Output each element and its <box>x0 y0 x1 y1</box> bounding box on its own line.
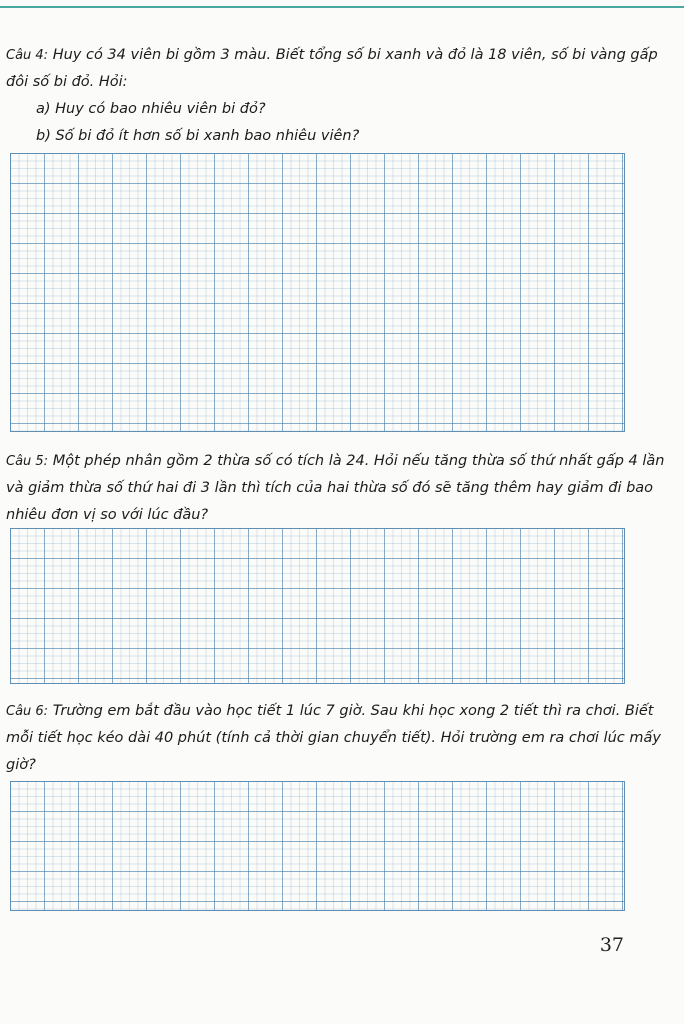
question-4 <box>6 42 670 150</box>
answer-grid-question-5[interactable] <box>10 528 625 684</box>
question-5-label: Câu 5: <box>6 454 49 469</box>
question-4-part-a: a) Huy có bao nhiêu viên bi đỏ? <box>36 101 266 117</box>
question-5-text: Một phép nhân gồm 2 thừa số có tích là 24. Hỏi nếu tăng thừa số thứ nhất gấp 4 lần và giảm thừa số thứ hai đi 3 lần thì tích của hai thừa số đó sẽ tăng thêm hay giảm đi bao nhiêu đơn vị so với lúc đầu? <box>6 453 665 523</box>
answer-grid-question-4[interactable] <box>10 153 625 432</box>
question-5 <box>6 448 670 529</box>
question-6-label: Câu 6: <box>6 704 49 719</box>
page-number: 37 <box>599 934 624 956</box>
question-6-text: Trường em bắt đầu vào học tiết 1 lúc 7 giờ. Sau khi học xong 2 tiết thì ra chơi. Biết mỗi tiết học kéo dài 40 phút (tính cả thời gian chuyển tiết). Hỏi trường em ra chơi lúc mấy giờ? <box>6 703 661 773</box>
question-4-part-b: b) Số bi đỏ ít hơn số bi xanh bao nhiêu viên? <box>36 128 360 144</box>
answer-grid-question-6[interactable] <box>10 781 625 911</box>
top-rule <box>0 6 684 8</box>
question-4-label: Câu 4: <box>6 48 49 63</box>
question-4-text: Huy có 34 viên bi gồm 3 màu. Biết tổng số bi xanh và đỏ là 18 viên, số bi vàng gấp đôi số bi đỏ. Hỏi: <box>6 47 658 90</box>
question-6 <box>6 698 670 779</box>
